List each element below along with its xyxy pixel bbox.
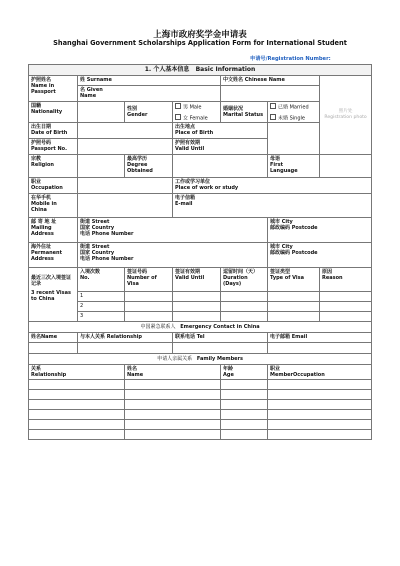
application-form-table (28, 64, 372, 440)
visa-number-header: 签证号码 Number of Visa (125, 268, 173, 292)
visa-row-number: 3 (78, 312, 125, 322)
permanent-city-postcode[interactable]: 城市 City 邮政编码 Postcode (268, 243, 372, 268)
surname-field[interactable]: 姓 Surname (78, 76, 221, 86)
family-member-row[interactable] (29, 390, 372, 400)
mobile-input[interactable] (78, 194, 173, 218)
family-occupation-header: 职业 MemberOccupation (268, 365, 372, 380)
family-age-header: 年龄 Age (221, 365, 268, 380)
single-checkbox[interactable]: 未婚 Single (270, 114, 317, 122)
family-member-row[interactable] (29, 430, 372, 440)
religion-input[interactable] (78, 155, 125, 178)
family-relationship-header: 关系 Relationship (29, 365, 125, 380)
nationality-label: 国籍 Nationality (29, 102, 78, 123)
form-title-english: Shanghai Government Scholarships Application Form for International Student (53, 39, 347, 47)
first-language-label: 母语 First Language (268, 155, 320, 178)
emergency-email-header: 电子邮箱 Email (268, 333, 372, 343)
chinese-name-field[interactable]: 中文姓名 Chinese Name (221, 76, 320, 86)
religion-label: 宗教 Religion (29, 155, 78, 178)
entry-number-header: 入境次数 No. (78, 268, 125, 292)
visa-row[interactable] (29, 302, 372, 312)
passport-valid-until-field[interactable]: 护照有效期 Valid Until (173, 139, 268, 155)
passport-number-input[interactable] (78, 139, 173, 155)
chinese-name-input[interactable] (221, 86, 320, 102)
date-of-birth-label: 出生日期 Date of Birth (29, 123, 78, 139)
mailing-city-postcode[interactable]: 城市 City 邮政编码 Postcode (268, 218, 372, 243)
duration-header: 逗留时间（天） Duration (Days) (221, 268, 268, 292)
mailing-address-label: 邮 寄 地 址 Mailing Address (29, 218, 78, 243)
marital-status-label: 婚姻状况 Marital Status (221, 102, 268, 123)
section-basic-information: 1. 个人基本信息 Basic Information (29, 65, 372, 76)
male-checkbox[interactable]: 男 Male (175, 103, 218, 111)
form-title-chinese: 上海市政府奖学金申请表 (153, 30, 247, 40)
degree-obtained-label: 最高学历 Degree Obtained (125, 155, 173, 178)
emergency-tel-header: 联系电话 Tel (173, 333, 268, 343)
photo-area: 照片处 Registration photo (320, 76, 372, 155)
occupation-label: 职业 Occupation (29, 178, 78, 194)
family-member-row[interactable] (29, 420, 372, 430)
place-of-work-field[interactable]: 工作或学习单位 Place of work or study (173, 178, 372, 194)
reason-header: 原因 Reason (320, 268, 372, 292)
family-name-header: 姓名 Name (125, 365, 221, 380)
permanent-address-fields[interactable]: 街道 Street 国家 Country 电话 Phone Number (78, 243, 268, 268)
first-language-input[interactable] (320, 155, 372, 178)
married-checkbox[interactable]: 已婚 Married (270, 103, 317, 111)
permanent-address-label: 海外住址 Permanent Address (29, 243, 78, 268)
family-member-row[interactable] (29, 400, 372, 410)
gender-options (173, 102, 221, 123)
visa-row[interactable] (29, 312, 372, 322)
mobile-label: 在华手机 Mobile in China (29, 194, 78, 218)
family-member-row[interactable] (29, 410, 372, 420)
mailing-address-fields[interactable]: 街道 Street 国家 Country 电话 Phone Number (78, 218, 268, 243)
registration-number-label: 申请号/Registration Number: (250, 56, 331, 62)
visa-valid-header: 签证有效期 Valid Until (173, 268, 221, 292)
nationality-input[interactable] (78, 102, 125, 123)
visa-row-number: 2 (78, 302, 125, 312)
visa-row-number: 1 (78, 292, 125, 302)
family-member-row[interactable] (29, 380, 372, 390)
email-field[interactable]: 电子信箱 E-mail (173, 194, 372, 218)
degree-obtained-input[interactable] (173, 155, 268, 178)
female-checkbox[interactable]: 女 Female (175, 114, 218, 122)
gender-label: 性别 Gender (125, 102, 173, 123)
emergency-contact-title: 中国紧急联系人 Emergency Contact in China (29, 322, 372, 333)
visa-type-header: 签证类型 Type of Visa (268, 268, 320, 292)
family-members-title: 申请人亲属关系 Family Members (29, 354, 372, 365)
passport-number-label: 护照号码 Passport No. (29, 139, 78, 155)
visa-row[interactable] (29, 292, 372, 302)
date-of-birth-input[interactable] (78, 123, 173, 139)
emergency-name-header: 姓名Name (29, 333, 78, 343)
given-name-field[interactable]: 名 Given Name (78, 86, 221, 102)
place-of-birth-field[interactable]: 出生地点 Place of Birth (173, 123, 268, 139)
emergency-relationship-header: 与本人关系 Relationship (78, 333, 173, 343)
occupation-input[interactable] (78, 178, 173, 194)
passport-name-label: 护照姓名 Name in Passport (29, 76, 78, 102)
recent-visas-label: 最近三次入境签证记录 3 recent Visas to China (29, 268, 78, 322)
emergency-contact-row[interactable] (29, 343, 372, 354)
marital-options (268, 102, 320, 123)
